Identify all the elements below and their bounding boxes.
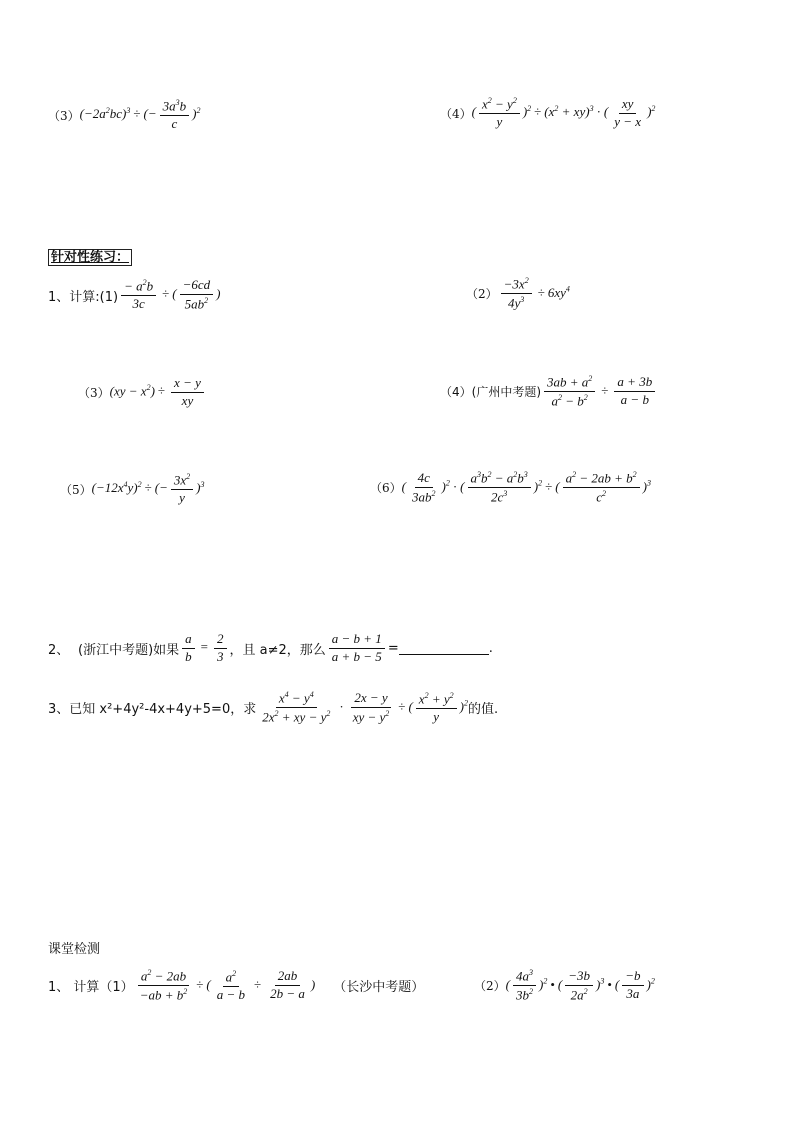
exercise-3-label: （3）	[48, 108, 80, 123]
q1-part-3-label: （3）	[78, 385, 110, 400]
q1-part-6-expression: ( $\frac{4c}{3ab^2}$ )$^2$ · ( $\frac{a^3b^2 - a^2b^3}{2c^3}$ )$^2$ ÷ ( $\frac{a^2 - 2ab + b^2}{c^2}$ )$^3$	[401, 469, 652, 505]
check-note: （长沙中考题）	[333, 980, 425, 996]
q1-part-2-expression: $\frac{-3x^2}{4y^3}$ ÷ $6xy^4$	[498, 276, 570, 312]
check-part-2-label: （2）	[474, 979, 506, 994]
q1-part-3	[78, 376, 207, 409]
q1-part-5-label: （5）	[60, 482, 92, 497]
q2-lead: 2、	[48, 642, 70, 658]
exercise-3-expression: $(-2a^2bc)^3$ ÷ (− $\frac{3a^3b}{c}$ )$^2$	[79, 98, 201, 132]
q3-expression: $\frac{x^4 - y^4}{2x^2 + xy - y^2}$ · $\frac{2x - y}{xy - y^2}$ ÷ ( $\frac{x^2 + y^2}{y}$ )$^2$	[262, 689, 468, 725]
q1-part-4-label: （4）(广州中考题)	[440, 385, 541, 400]
q1-part-4	[440, 374, 658, 410]
q1-part-6	[370, 470, 651, 506]
q2-end: .	[488, 640, 493, 656]
q2-text-a: (浙江中考题)如果	[78, 642, 180, 658]
exercise-3	[48, 98, 200, 132]
q1-part-6-label: （6）	[370, 481, 402, 496]
q1-part-2	[466, 276, 570, 312]
check-part-1-expression: $\frac{a^2 - 2ab}{-ab + b^2}$ ÷ ( $\frac{a^2}{a - b}$ ÷ $\frac{2ab}{2b - a}$ )	[139, 968, 316, 1003]
check-q1-part-2	[474, 968, 655, 1004]
q1-part-4-expression: $\frac{3ab + a^2}{a^2 - b^2}$ ÷ $\frac{a + 3b}{a - b}$	[541, 374, 658, 410]
q2-equals: =	[387, 640, 399, 656]
section-heading	[48, 246, 132, 265]
exercise-4-expression: ( $\frac{x^2 - y^2}{y}$ )$^2 \div (x^2 + xy)^3$ · ( $\frac{xy}{y - x}$ )$^2$	[471, 95, 656, 130]
q2-expression: $\frac{a - b + 1}{a + b - 5}$	[326, 632, 388, 665]
q1-part-1	[48, 278, 220, 312]
exercise-4	[440, 96, 655, 130]
question-2	[48, 632, 493, 665]
q1-lead: 1、计算:(1)	[48, 289, 119, 305]
q2-condition: $\frac{a}{b}$ = $\frac{2}{3}$	[179, 632, 229, 665]
q3-end: 的值.	[467, 702, 499, 718]
q1-part-3-expression: $(xy - x^2)$ ÷ $\frac{x - y}{xy}$	[110, 376, 207, 409]
check-title: 课堂检测	[48, 942, 101, 957]
question-3	[48, 690, 498, 726]
check-lead: 1、 计算（1）	[48, 980, 134, 996]
q1-part-2-label: （2）	[466, 287, 498, 302]
exercise-4-label: （4）	[440, 106, 472, 121]
q1-part-1-expression: $\frac{- a^2b}{3c}$ ÷ ( $\frac{-6cd}{5ab^2}$ )	[118, 278, 220, 312]
q2-answer-blank[interactable]	[399, 642, 489, 655]
check-q1-part-1	[48, 968, 424, 1004]
q3-lead: 3、已知 x²+4y²-4x+4y+5=0，求	[48, 702, 257, 718]
check-part-2-expression: ( $\frac{4a^3}{3b^2}$ )$^2$ • ( $\frac{-3b}{2a^2}$ )$^3$ • ( $\frac{-b}{3a}$ )$^2$	[505, 967, 655, 1003]
q2-text-b: ，且 a≠2，那么	[229, 642, 326, 658]
q1-part-5-expression: $(-12x^4y)^2$ ÷ (− $\frac{3x^2}{y}$ )$^3$	[91, 472, 205, 506]
section-title: 针对性练习：	[48, 249, 132, 266]
q1-part-5	[60, 472, 205, 506]
